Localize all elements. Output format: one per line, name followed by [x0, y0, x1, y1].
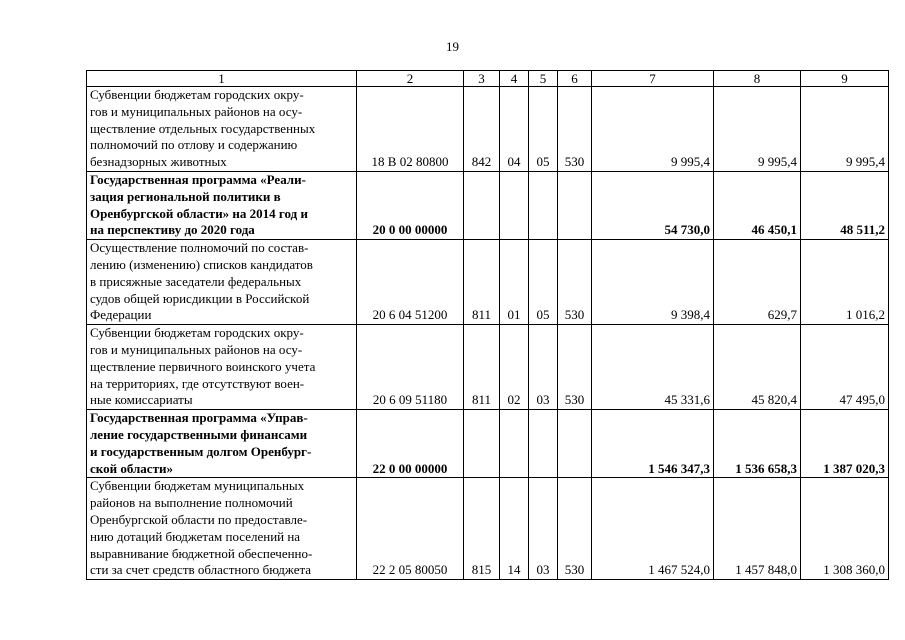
table-row: [87, 171, 889, 239]
row-name-line: нию дотаций бюджетам поселений на: [90, 528, 301, 544]
row-name-line: ской области»: [90, 460, 173, 476]
amount-col-7: 9 398,4: [592, 240, 714, 325]
table-row: [87, 325, 889, 410]
row-name-line: ществление отдельных государственных: [90, 120, 316, 136]
section-code: 01: [500, 240, 529, 325]
amount-col-8: 1 457 848,0: [714, 478, 801, 580]
ministry-code: [464, 171, 500, 239]
amount-col-8: 629,7: [714, 240, 801, 325]
table-row: [87, 478, 889, 580]
section-code: [500, 171, 529, 239]
ministry-code: 811: [464, 325, 500, 410]
row-name-line: зация региональной политики в: [90, 188, 281, 204]
row-name-line: полномочий по отлову и содержанию: [90, 137, 298, 153]
row-name-line: в присяжные заседатели федеральных: [90, 273, 302, 289]
expense-type-code: [558, 171, 592, 239]
subsection-code: [529, 171, 558, 239]
amount-col-9: 1 308 360,0: [801, 478, 889, 580]
column-number: 8: [714, 71, 801, 87]
amount-col-7: 45 331,6: [592, 325, 714, 410]
amount-col-8: 9 995,4: [714, 87, 801, 172]
expense-type-code: 530: [558, 87, 592, 172]
amount-col-7: 1 467 524,0: [592, 478, 714, 580]
expense-type-code: 530: [558, 478, 592, 580]
amount-col-9: 48 511,2: [801, 171, 889, 239]
table-row: [87, 240, 889, 325]
column-number: 9: [801, 71, 889, 87]
section-code: 02: [500, 325, 529, 410]
row-name-line: выравнивание бюджетной обеспеченно-: [90, 545, 313, 561]
amount-col-8: 46 450,1: [714, 171, 801, 239]
section-code: 14: [500, 478, 529, 580]
expense-type-code: 530: [558, 325, 592, 410]
row-name-line: на перспективу до 2020 года: [90, 222, 255, 238]
expense-type-code: 530: [558, 240, 592, 325]
row-name-line: безнадзорных животных: [90, 154, 227, 170]
row-name-line: сти за счет средств областного бюджета: [90, 562, 312, 578]
row-name-line: лению (изменению) списков кандидатов: [90, 256, 313, 272]
row-name-line: судов общей юрисдикции в Российской: [90, 290, 310, 306]
column-number: 5: [529, 71, 558, 87]
amount-col-7: 1 546 347,3: [592, 410, 714, 478]
target-article-code: 20 6 09 51180: [357, 325, 464, 410]
row-name: [87, 171, 357, 239]
table-row: [87, 410, 889, 478]
subsection-code: [529, 410, 558, 478]
amount-col-9: 47 495,0: [801, 325, 889, 410]
row-name-line: Осуществление полномочий по состав-: [90, 240, 309, 256]
target-article-code: 20 0 00 00000: [357, 171, 464, 239]
row-name-line: Субвенции бюджетам городских окру-: [90, 325, 304, 341]
column-number: 7: [592, 71, 714, 87]
amount-col-9: 1 387 020,3: [801, 410, 889, 478]
amount-col-9: 9 995,4: [801, 87, 889, 172]
row-name-line: ществление первичного воинского учета: [90, 358, 316, 374]
ministry-code: 811: [464, 240, 500, 325]
row-name-line: районов на выполнение полномочий: [90, 495, 293, 511]
row-name-line: ление государственными финансами: [90, 426, 308, 442]
row-name: [87, 87, 357, 172]
expense-type-code: [558, 410, 592, 478]
ministry-code: 815: [464, 478, 500, 580]
row-name-line: Оренбургской области по предоставле-: [90, 511, 308, 527]
target-article-code: 22 0 00 00000: [357, 410, 464, 478]
row-name-line: Государственная программа «Управ-: [90, 410, 308, 426]
row-name-line: гов и муниципальных районов на осу-: [90, 341, 303, 357]
page-number: 19: [446, 39, 459, 54]
row-name-line: Оренбургской области» на 2014 год и: [90, 205, 308, 221]
subsection-code: 03: [529, 325, 558, 410]
row-name: [87, 410, 357, 478]
row-name-line: и государственным долгом Оренбург-: [90, 443, 312, 459]
section-code: 04: [500, 87, 529, 172]
row-name-line: Субвенции бюджетам муниципальных: [90, 478, 305, 494]
column-number: 4: [500, 71, 529, 87]
section-code: [500, 410, 529, 478]
amount-col-9: 1 016,2: [801, 240, 889, 325]
row-name-line: Государственная программа «Реали-: [90, 171, 306, 187]
row-name: [87, 478, 357, 580]
row-name-line: Субвенции бюджетам городских окру-: [90, 87, 304, 102]
column-number: 6: [558, 71, 592, 87]
row-name-line: гов и муниципальных районов на осу-: [90, 103, 303, 119]
budget-table: [86, 70, 889, 580]
amount-col-8: 1 536 658,3: [714, 410, 801, 478]
subsection-code: 03: [529, 478, 558, 580]
target-article-code: 22 2 05 80050: [357, 478, 464, 580]
row-name-line: Федерации: [90, 307, 152, 323]
table-row: [87, 87, 889, 172]
column-number-row: [87, 71, 889, 87]
row-name: [87, 240, 357, 325]
amount-col-7: 9 995,4: [592, 87, 714, 172]
table-body: [87, 71, 889, 580]
target-article-code: 18 В 02 80800: [357, 87, 464, 172]
row-name-line: на территориях, где отсутствуют воен-: [90, 375, 305, 391]
row-name: [87, 325, 357, 410]
amount-col-7: 54 730,0: [592, 171, 714, 239]
ministry-code: 842: [464, 87, 500, 172]
subsection-code: 05: [529, 240, 558, 325]
ministry-code: [464, 410, 500, 478]
column-number: 1: [87, 71, 357, 87]
row-name-line: ные комиссариаты: [90, 392, 193, 408]
column-number: 2: [357, 71, 464, 87]
subsection-code: 05: [529, 87, 558, 172]
column-number: 3: [464, 71, 500, 87]
amount-col-8: 45 820,4: [714, 325, 801, 410]
target-article-code: 20 6 04 51200: [357, 240, 464, 325]
